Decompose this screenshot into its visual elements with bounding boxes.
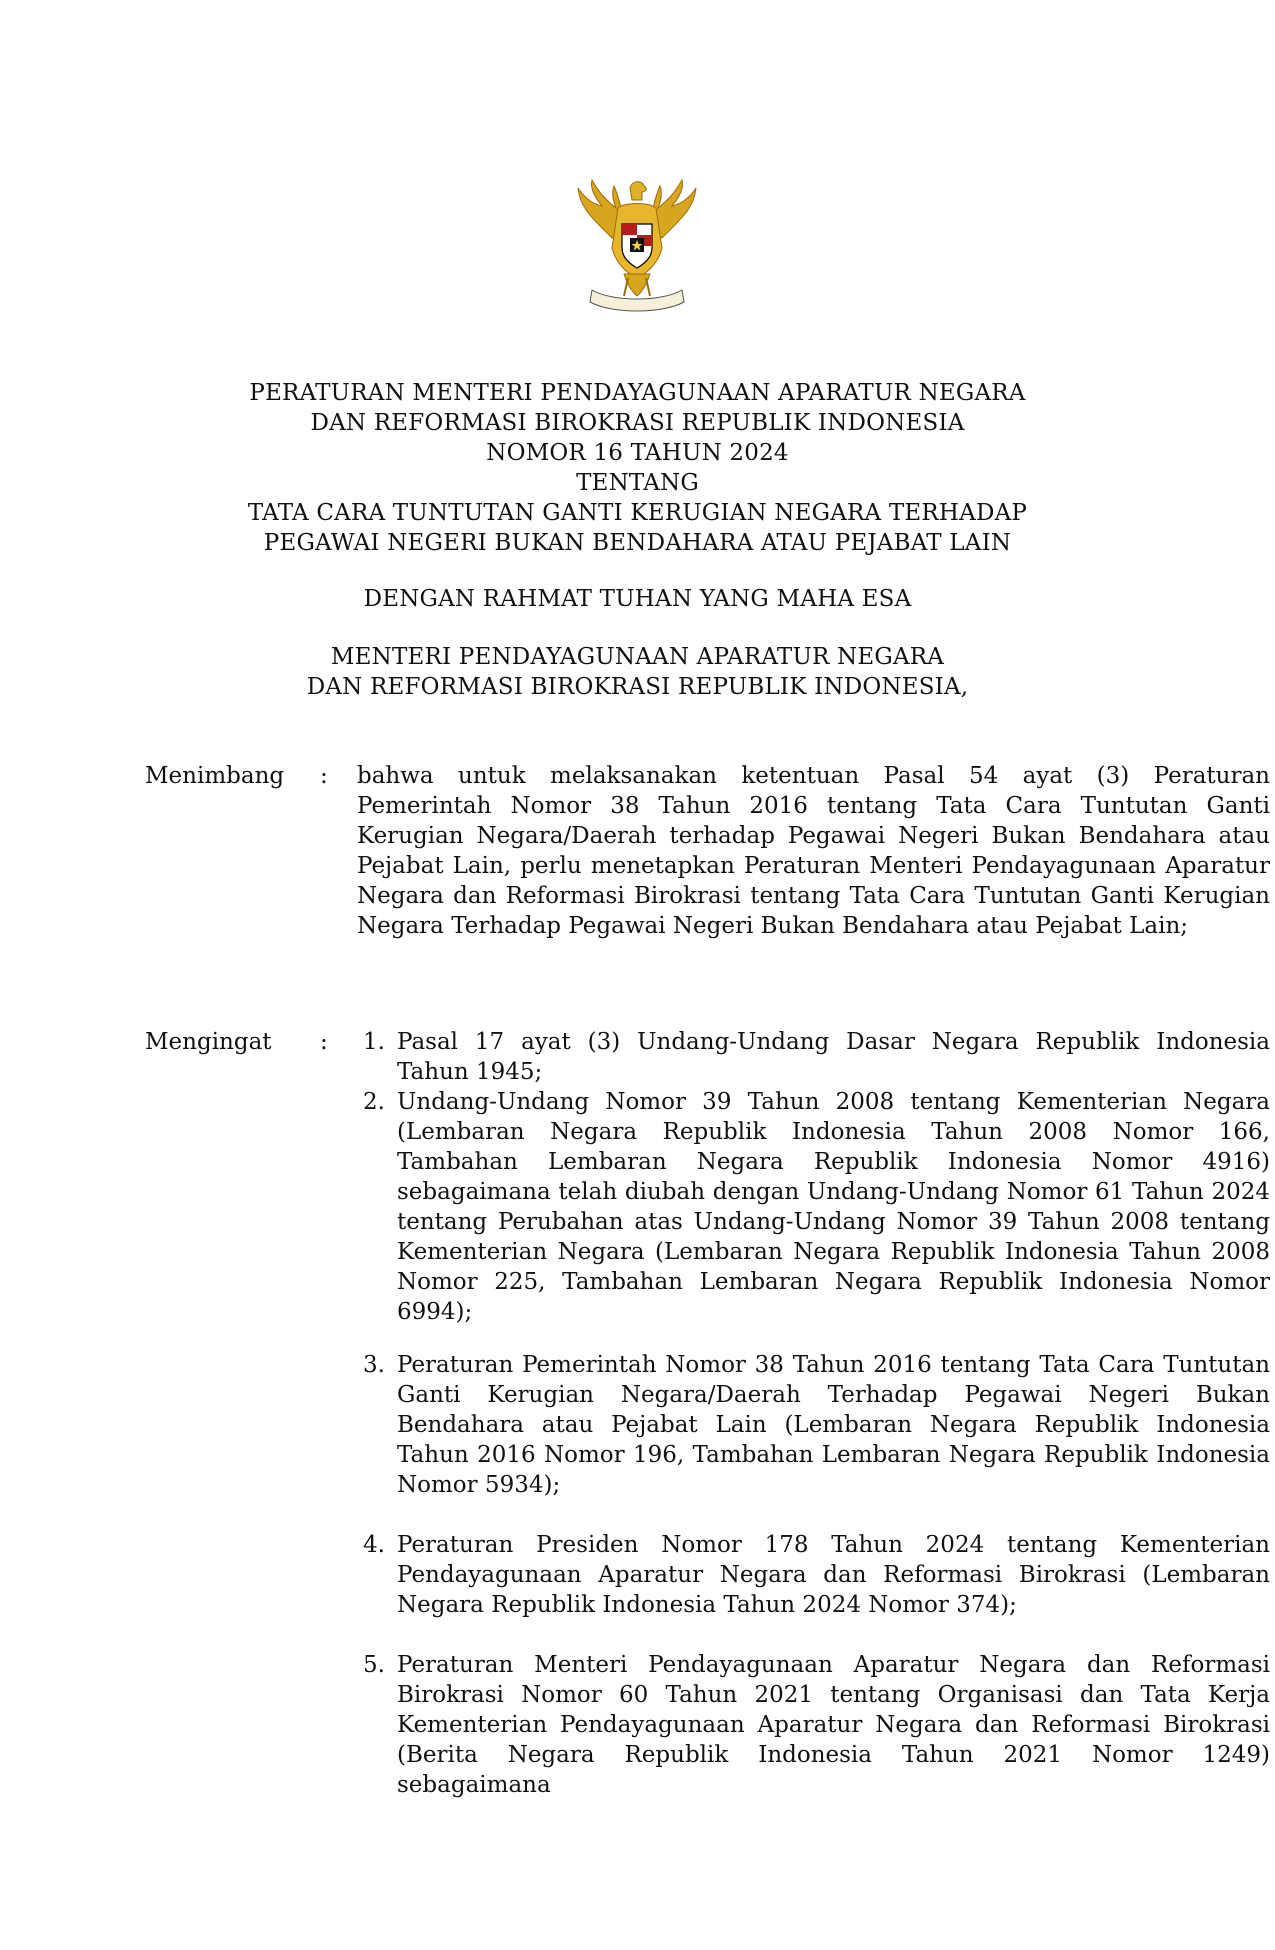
minister-heading bbox=[0, 642, 1275, 702]
menimbang-label: Menimbang bbox=[145, 763, 285, 789]
item-text: Peraturan Menteri Pendayagunaan Aparatur Negara dan Reformasi Birokrasi Nomor 60 Tahun 2021 tentang Organisasi dan Tata Kerja Kementerian Pendayagunaan Aparatur Negara dan Reformasi Birokrasi (Berita Negara Republik Indonesia Tahun 2021 Nomor 1249) sebagaimana bbox=[397, 1652, 1270, 1798]
title-line: PEGAWAI NEGERI BUKAN BENDAHARA ATAU PEJABAT LAIN bbox=[263, 530, 1012, 556]
minister-line: DAN REFORMASI BIROKRASI REPUBLIK INDONESIA, bbox=[306, 674, 969, 700]
menimbang-colon: : bbox=[320, 763, 328, 789]
title-line: DAN REFORMASI BIROKRASI REPUBLIK INDONESIA bbox=[310, 410, 965, 436]
item-text: Pasal 17 ayat (3) Undang-Undang Dasar Negara Republik Indonesia Tahun 1945; bbox=[397, 1029, 1270, 1085]
mengingat-label: Mengingat bbox=[145, 1029, 272, 1055]
title-line: NOMOR 16 TAHUN 2024 bbox=[486, 440, 789, 466]
item-number: 3. bbox=[363, 1352, 385, 1378]
regulation-title bbox=[0, 378, 1275, 558]
item-number: 2. bbox=[363, 1089, 385, 1115]
item-text: Peraturan Pemerintah Nomor 38 Tahun 2016 tentang Tata Cara Tuntutan Ganti Kerugian Negara/Daerah Terhadap Pegawai Negeri Bukan Bendahara atau Pejabat Lain (Lembaran Negara Republik Indonesia Tahun 2016 Nomor 196, Tambahan Lembaran Negara Republik Indonesia Nomor 5934); bbox=[397, 1352, 1270, 1498]
title-line: PERATURAN MENTERI PENDAYAGUNAAN APARATUR NEGARA bbox=[249, 380, 1026, 406]
minister-line: MENTERI PENDAYAGUNAAN APARATUR NEGARA bbox=[330, 644, 945, 670]
item-text: Undang-Undang Nomor 39 Tahun 2008 tentang Kementerian Negara (Lembaran Negara Republik Indonesia Tahun 2008 Nomor 166, Tambahan Lembaran Negara Republik Indonesia Nomor 4916) sebagaimana telah diubah dengan Undang-Undang Nomor 61 Tahun 2024 tentang Perubahan atas Undang-Undang Nomor 39 Tahun 2008 tentang Kementerian Negara (Lembaran Negara Republik Indonesia Tahun 2008 Nomor 225, Tambahan Lembaran Negara Republik Indonesia Nomor 6994); bbox=[397, 1089, 1270, 1325]
item-number: 1. bbox=[363, 1029, 385, 1055]
menimbang-text: bahwa untuk melaksanakan ketentuan Pasal 54 ayat (3) Peraturan Pemerintah Nomor 38 Tahun 2016 tentang Tata Cara Tuntutan Ganti Kerugian Negara/Daerah terhadap Pegawai Negeri Bukan Bendahara atau Pejabat Lain, perlu menetapkan Peraturan Menteri Pendayagunaan Aparatur Negara dan Reformasi Birokrasi tentang Tata Cara Tuntutan Ganti Kerugian Negara Terhadap Pegawai Negeri Bukan Bendahara atau Pejabat Lain; bbox=[357, 763, 1270, 939]
item-number: 4. bbox=[363, 1532, 385, 1558]
item-number: 5. bbox=[363, 1652, 385, 1678]
blessing-line: DENGAN RAHMAT TUHAN YANG MAHA ESA bbox=[363, 586, 912, 612]
mengingat-colon: : bbox=[320, 1029, 328, 1055]
garuda-pancasila-emblem-icon bbox=[572, 178, 702, 318]
title-line: TENTANG bbox=[576, 470, 699, 496]
item-text: Peraturan Presiden Nomor 178 Tahun 2024 tentang Kementerian Pendayagunaan Aparatur Negara dan Reformasi Birokrasi (Lembaran Negara Republik Indonesia Tahun 2024 Nomor 374); bbox=[397, 1532, 1270, 1618]
title-line: TATA CARA TUNTUTAN GANTI KERUGIAN NEGARA TERHADAP bbox=[247, 500, 1028, 526]
